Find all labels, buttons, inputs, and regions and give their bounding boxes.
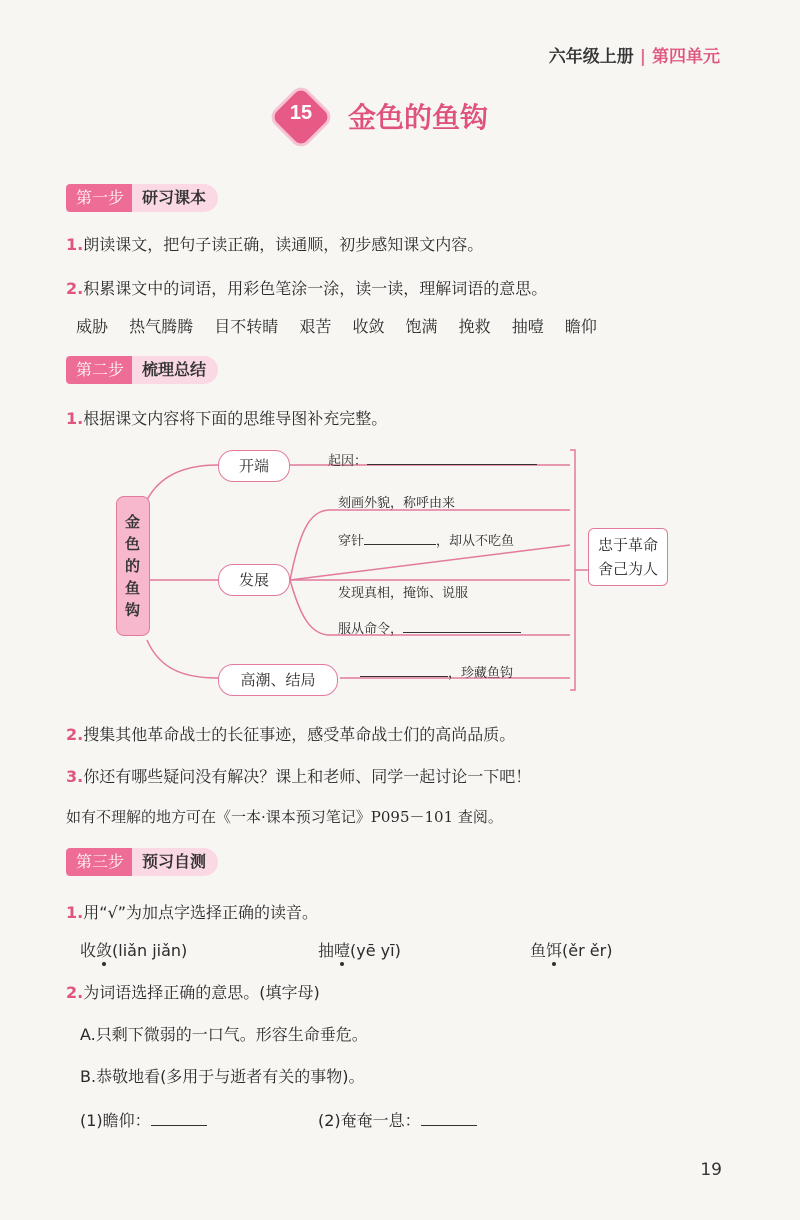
vocab-word: 抽噎 [511,317,544,336]
dev-point-4 [338,618,521,637]
item-number: 3. [66,767,84,786]
dev-point-3: 发现真相，掩饰、说服 [338,586,469,601]
unit-label: 第四单元 [652,47,720,67]
mindmap-development: 发展 [218,564,290,596]
pinyin-choice-3[interactable] [530,938,612,961]
meaning-option-b: B.恭敬地看(多用于与逝者有关的事物)。 [80,1067,365,1086]
vocab-word: 威胁 [76,317,109,336]
dotted-char: 噎 [334,941,351,960]
step3-name: 预习自测 [132,848,218,876]
dotted-char: 敛 [96,941,113,960]
center-char: 鱼 [125,579,141,597]
dev-blank[interactable] [364,530,436,545]
char: 抽 [318,941,335,960]
cause-label: 起因： [328,454,368,469]
center-char: 的 [125,557,141,575]
meaning-option-a: A.只剩下微弱的一口气。形容生命垂危。 [80,1025,368,1044]
item-number: 1. [66,235,84,254]
item-text: 搜集其他革命战士的长征事迹，感受革命战士们的高尚品质。 [83,725,516,744]
climax-end: ，珍藏鱼钩 [448,666,514,681]
theme-line: 忠于革命 [597,536,658,554]
step3-tag: 第三步 [66,848,138,876]
step1-item2 [66,276,547,299]
pinyin-options: (yē yī) [350,941,401,960]
center-char: 金 [125,513,141,531]
item-text: 用“√”为加点字选择正确的读音。 [83,903,318,922]
climax-blank[interactable] [360,662,448,677]
item-text: 积累课文中的词语，用彩色笔涂一涂，读一读，理解词语的意思。 [83,279,548,298]
cause-blank[interactable] [367,450,537,465]
vocab-word: 收敛 [352,317,385,336]
vocab-word: 饱满 [405,317,438,336]
vocab-word: 目不转睛 [214,317,279,336]
item-text: 根据课文内容将下面的思维导图补充完整。 [83,409,388,428]
fill-1 [80,1108,207,1131]
pinyin-choice-1[interactable] [80,938,187,961]
step2-item1 [66,406,387,429]
lesson-title: 金色的鱼钩 [348,101,489,134]
fill-label: (1)瞻仰： [80,1111,151,1130]
item-number: 2. [66,279,84,298]
vocab-word: 瞻仰 [564,317,597,336]
lesson-number: 15 [289,102,313,124]
item-number: 1. [66,903,84,922]
center-char: 色 [125,535,141,553]
header-separator: | [639,47,646,67]
step2-name: 梳理总结 [132,356,218,384]
pinyin-options: (liǎn jiǎn) [112,941,188,960]
dev-point-2 [338,530,514,549]
center-char: 钩 [125,601,141,619]
dev-point-1: 刻画外貌，称呼由来 [338,496,456,511]
dev-text: ，却从不吃鱼 [436,534,515,549]
step2-tag: 第二步 [66,356,138,384]
step2-item2 [66,722,515,745]
page-number: 19 [700,1160,722,1180]
climax-detail [360,662,513,681]
vocab-word: 艰苦 [299,317,332,336]
step1-name: 研习课本 [132,184,218,212]
vocabulary-list [76,314,613,337]
item-text: 为词语选择正确的意思。(填字母) [83,983,320,1002]
item-text: 你还有哪些疑问没有解决？课上和老师、同学一起讨论一下吧！ [83,767,532,786]
fill-label: (2)奄奄一息： [318,1111,421,1130]
page-header [549,42,720,67]
step1-item1 [66,232,483,255]
item-number: 2. [66,725,84,744]
grade-label: 六年级上册 [548,47,634,67]
vocab-word: 挽救 [458,317,491,336]
mindmap-center [116,496,150,636]
dev-blank[interactable] [403,618,521,633]
vocab-word: 热气腾腾 [129,317,194,336]
mindmap-climax: 高潮、结局 [218,664,338,696]
step3-item2 [66,980,320,1003]
pinyin-options: (ěr ěr) [562,941,613,960]
mindmap-beginning: 开端 [218,450,290,482]
dev-text: 穿针 [338,534,365,549]
fill-blank[interactable] [151,1111,207,1126]
mindmap-center-text [125,511,140,621]
dotted-char: 饵 [546,941,563,960]
step3-item1 [66,900,318,923]
mindmap-cause [328,450,537,469]
item-number: 1. [66,409,84,428]
dev-text: 服从命令， [338,622,404,637]
fill-blank[interactable] [421,1111,477,1126]
step2-item3 [66,764,531,787]
pinyin-choice-2[interactable] [318,938,401,961]
reference-note: 如有不理解的地方可在《一本·课本预习笔记》P095－101 查阅。 [66,808,503,826]
mindmap-theme [588,528,668,586]
char: 鱼 [530,941,547,960]
item-text: 朗读课文，把句子读正确，读通顺，初步感知课文内容。 [83,235,484,254]
fill-2 [318,1108,477,1131]
step1-tag: 第一步 [66,184,138,212]
char: 收 [80,941,97,960]
item-number: 2. [66,983,84,1002]
theme-line: 舍己为人 [597,560,658,578]
